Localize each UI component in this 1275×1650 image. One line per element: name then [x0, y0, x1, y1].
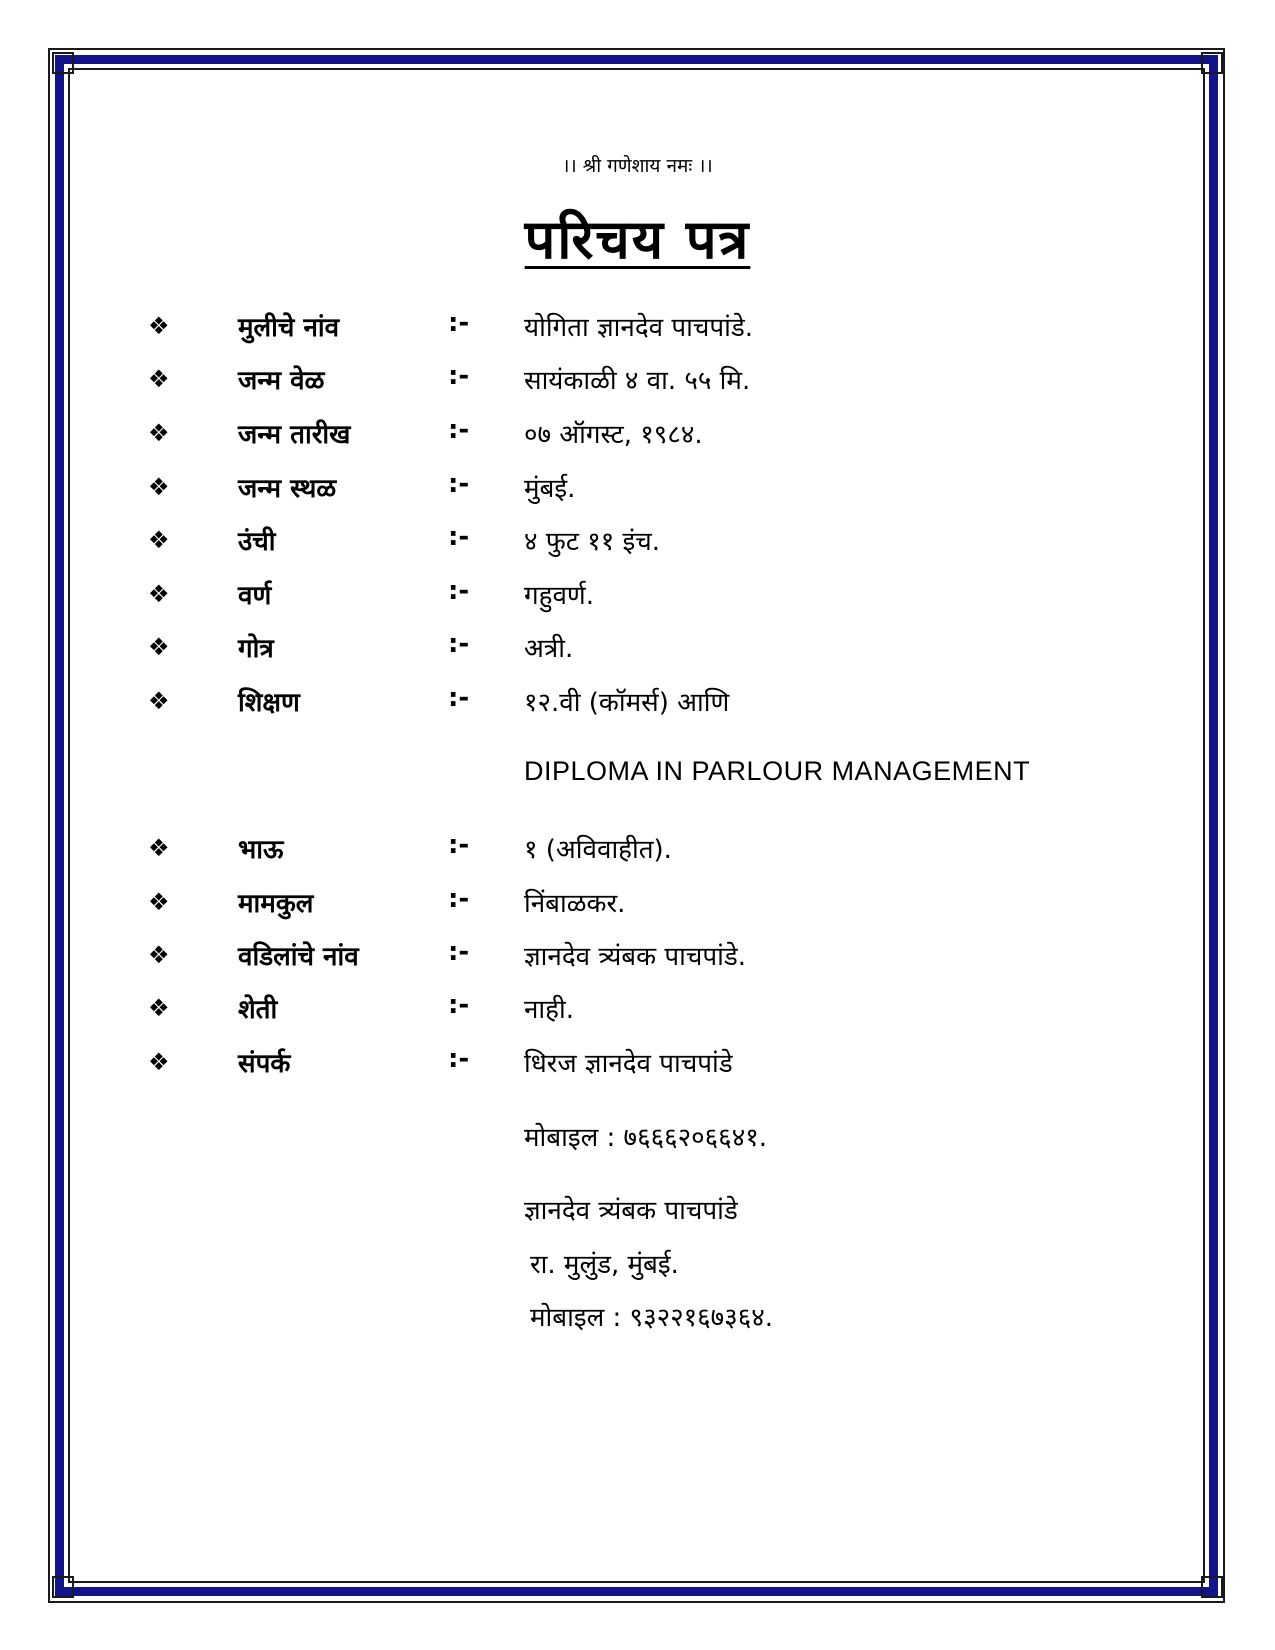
- diamond-bullet-icon: ❖: [148, 834, 170, 862]
- field-separator: :-: [448, 830, 470, 860]
- diamond-bullet-icon: ❖: [148, 994, 170, 1022]
- field-label: संपर्क: [238, 1049, 291, 1079]
- field-value: सायंकाळी ४ वा. ५५ मि.: [524, 366, 751, 396]
- field-value: १ (अविवाहीत).: [524, 835, 672, 865]
- diamond-bullet-icon: ❖: [148, 419, 170, 447]
- field-value: ०७ ऑगस्ट, १९८४.: [524, 420, 703, 450]
- field-separator: :-: [448, 415, 470, 445]
- diamond-bullet-icon: ❖: [148, 941, 170, 969]
- field-separator: :-: [448, 576, 470, 606]
- diamond-bullet-icon: ❖: [148, 580, 170, 608]
- field-separator: :-: [448, 308, 470, 338]
- field-value: धिरज ज्ञानदेव पाचपांडे: [524, 1049, 733, 1079]
- field-value: योगिता ज्ञानदेव पाचपांडे.: [524, 313, 754, 343]
- field-row: [0, 415, 1275, 455]
- field-separator: :-: [448, 884, 470, 914]
- field-label: मुलीचे नांव: [238, 313, 340, 343]
- field-row: [0, 937, 1275, 977]
- border-corner-ornament: [1201, 1576, 1223, 1598]
- field-separator: :-: [448, 683, 470, 713]
- field-separator: :-: [448, 469, 470, 499]
- field-value: १२.वी (कॉमर्स) आणि: [524, 688, 730, 718]
- field-label: उंची: [238, 527, 276, 557]
- diamond-bullet-icon: ❖: [148, 687, 170, 715]
- diamond-bullet-icon: ❖: [148, 473, 170, 501]
- field-row: [0, 361, 1275, 401]
- field-separator: :-: [448, 937, 470, 967]
- border-corner-ornament: [52, 1576, 74, 1598]
- contact-mobile-1: मोबाइल : ७६६६२०६६४१.: [524, 1123, 768, 1153]
- field-label: मामकुल: [238, 889, 314, 919]
- diamond-bullet-icon: ❖: [148, 526, 170, 554]
- contact-mobile-2: मोबाइल : ९३२२१६७३६४.: [530, 1303, 774, 1333]
- field-value: ४ फुट ११ इंच.: [524, 527, 661, 557]
- border-corner-ornament: [1201, 52, 1223, 74]
- field-value: मुंबई.: [524, 474, 576, 504]
- field-row: [0, 629, 1275, 669]
- invocation-line: ।। श्री गणेशाय नमः ।।: [562, 155, 713, 177]
- border-corner-ornament: [52, 52, 74, 74]
- field-label: वर्ण: [238, 581, 272, 611]
- field-row: [0, 522, 1275, 562]
- field-row: [0, 884, 1275, 924]
- education-diploma: DIPLOMA IN PARLOUR MANAGEMENT: [524, 756, 1031, 786]
- field-row: [0, 683, 1275, 723]
- field-row: [0, 576, 1275, 616]
- field-row: [0, 469, 1275, 509]
- field-separator: :-: [448, 361, 470, 391]
- field-label: वडिलांचे नांव: [238, 942, 359, 972]
- field-separator: :-: [448, 990, 470, 1020]
- contact-address: रा. मुलुंड, मुंबई.: [530, 1250, 679, 1280]
- diamond-bullet-icon: ❖: [148, 888, 170, 916]
- field-row: [0, 1044, 1275, 1084]
- field-value: ज्ञानदेव त्र्यंबक पाचपांडे.: [524, 942, 747, 972]
- page-title: परिचय पत्र: [524, 208, 751, 271]
- diamond-bullet-icon: ❖: [148, 1048, 170, 1076]
- diamond-bullet-icon: ❖: [148, 633, 170, 661]
- field-label: शिक्षण: [238, 688, 300, 718]
- page-border-inner: [68, 68, 1205, 1583]
- field-value: अत्री.: [524, 634, 574, 664]
- field-value: निंबाळकर.: [524, 889, 626, 919]
- field-label: शेती: [238, 995, 278, 1025]
- field-value: गहुवर्ण.: [524, 581, 594, 611]
- field-separator: :-: [448, 522, 470, 552]
- contact-name-2: ज्ञानदेव त्र्यंबक पाचपांडे: [524, 1196, 738, 1226]
- field-separator: :-: [448, 629, 470, 659]
- field-row: [0, 308, 1275, 348]
- field-value: नाही.: [524, 995, 574, 1025]
- field-label: जन्म तारीख: [238, 420, 351, 450]
- field-label: भाऊ: [238, 835, 284, 865]
- field-separator: :-: [448, 1044, 470, 1074]
- field-row: [0, 990, 1275, 1030]
- diamond-bullet-icon: ❖: [148, 312, 170, 340]
- field-label: जन्म वेळ: [238, 366, 325, 396]
- field-label: गोत्र: [238, 634, 274, 664]
- field-label: जन्म स्थळ: [238, 474, 337, 504]
- field-row: [0, 830, 1275, 870]
- diamond-bullet-icon: ❖: [148, 365, 170, 393]
